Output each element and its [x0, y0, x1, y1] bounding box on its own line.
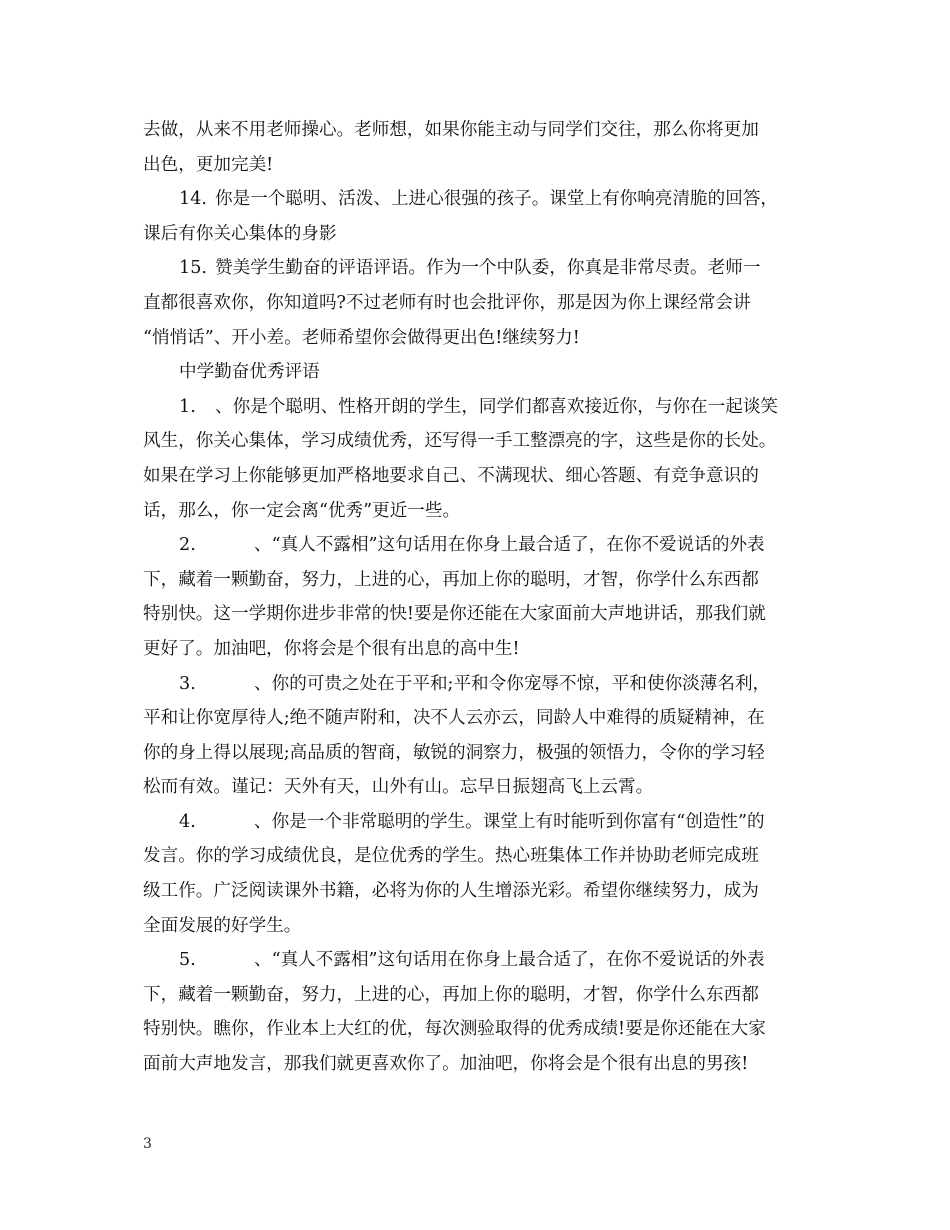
- line-text: 松而有效。谨记：天外有天，山外有山。忘早日振翅高飞上云霄。: [143, 777, 654, 798]
- text-line: [143, 597, 809, 632]
- line-text: 、你的可贵之处在于平和;平和令你宠辱不惊，平和使你淡薄名利，: [254, 673, 771, 694]
- text-line: [143, 217, 809, 252]
- item-number: 3.: [179, 673, 196, 694]
- line-text: 、“真人不露相”这句话用在你身上最合适了，在你不爱说话的外表: [254, 950, 765, 971]
- text-line: [143, 148, 809, 183]
- line-text: 、“真人不露相”这句话用在你身上最合适了，在你不爱说话的外表: [254, 535, 765, 556]
- text-line: [143, 286, 809, 321]
- page-number: 3: [143, 1136, 152, 1152]
- text-line: [143, 770, 809, 805]
- text-line: [143, 805, 809, 840]
- item-number: 1.: [179, 396, 196, 417]
- line-text: 全面发展的好学生。: [143, 915, 302, 936]
- line-text: 级工作。广泛阅读课外书籍，必将为你的人生增添光彩。希望你继续努力，成为: [143, 881, 759, 902]
- line-text: 发言。你的学习成绩优良，是位优秀的学生。热心班集体工作并协助老师完成班: [143, 846, 759, 867]
- line-text: “悄悄话”、开小差。老师希望你会做得更出色!继续努力!: [143, 327, 580, 348]
- line-text: 面前大声地发言，那我们就更喜欢你了。加油吧，你将会是个很有出息的男孩!: [143, 1054, 749, 1075]
- line-text: 课后有你关心集体的身影: [143, 223, 337, 244]
- text-line: [143, 701, 809, 736]
- line-text: 下，藏着一颗勤奋，努力，上进的心，再加上你的聪明，才智，你学什么东西都: [143, 984, 759, 1005]
- line-text: 出色，更加完美!: [143, 154, 274, 175]
- line-text: 去做，从来不用老师操心。老师想，如果你能主动与同学们交往，那么你将更加: [143, 120, 759, 140]
- text-line: [143, 1047, 809, 1082]
- text-line: [143, 1012, 809, 1047]
- text-line: [143, 874, 809, 909]
- text-line: [143, 909, 809, 944]
- text-line: [143, 736, 809, 771]
- text-line: [143, 528, 809, 563]
- text-line: [143, 390, 809, 425]
- item-number: 14.: [179, 189, 207, 210]
- line-text: 特别快。瞧你，作业本上大红的优，每次测验取得的优秀成绩!要是你还能在大家: [143, 1019, 766, 1040]
- line-text: 赞美学生勤奋的评语评语。作为一个中队委，你真是非常尽责。老师一: [215, 258, 761, 279]
- item-number: 5.: [179, 950, 196, 971]
- line-text: 、你是个聪明、性格开朗的学生，同学们都喜欢接近你，与你在一起谈笑: [215, 396, 779, 417]
- text-line: [143, 632, 809, 667]
- text-line: [143, 978, 809, 1013]
- line-text: 、你是一个非常聪明的学生。课堂上有时能听到你富有“创造性”的: [254, 811, 765, 832]
- text-line: [143, 459, 809, 494]
- text-line: [143, 182, 809, 217]
- text-line: [143, 424, 809, 459]
- text-line: [143, 355, 809, 390]
- line-text: 更好了。加油吧，你将会是个很有出息的高中生!: [143, 638, 520, 659]
- item-number: 15.: [179, 258, 207, 279]
- body-text: [143, 113, 809, 1082]
- text-line: [143, 667, 809, 702]
- text-line: [143, 494, 809, 529]
- line-text: 平和让你宽厚待人;绝不随声附和，决不人云亦云，同龄人中难得的质疑精神，在: [143, 708, 765, 729]
- line-text: 话，那么，你一定会离“优秀”更近一些。: [143, 500, 461, 521]
- line-text: 下，藏着一颗勤奋，努力，上进的心，再加上你的聪明，才智，你学什么东西都: [143, 569, 759, 590]
- line-text: 直都很喜欢你，你知道吗?不过老师有时也会批评你，那是因为你上课经常会讲: [143, 292, 751, 313]
- text-line: [143, 113, 809, 148]
- text-line: [143, 563, 809, 598]
- line-text: 特别快。这一学期你进步非常的快!要是你还能在大家面前大声地讲话，那我们就: [143, 604, 766, 625]
- text-line: [143, 321, 809, 356]
- line-text: 你的身上得以展现;高品质的智商，敏锐的洞察力，极强的领悟力，令你的学习轻: [143, 742, 765, 763]
- line-text: 如果在学习上你能够更加严格地要求自己、不满现状、细心答题、有竞争意识的: [143, 465, 759, 486]
- text-line: [143, 839, 809, 874]
- item-number: 4.: [179, 811, 196, 832]
- line-text: 风生，你关心集体，学习成绩优秀，还写得一手工整漂亮的字，这些是你的长处。: [143, 431, 777, 452]
- text-line: [143, 943, 809, 978]
- item-number: 2.: [179, 535, 196, 556]
- line-text: 你是一个聪明、活泼、上进心很强的孩子。课堂上有你响亮清脆的回答，: [215, 189, 779, 210]
- line-text: 中学勤奋优秀评语: [179, 362, 320, 383]
- text-line: [143, 251, 809, 286]
